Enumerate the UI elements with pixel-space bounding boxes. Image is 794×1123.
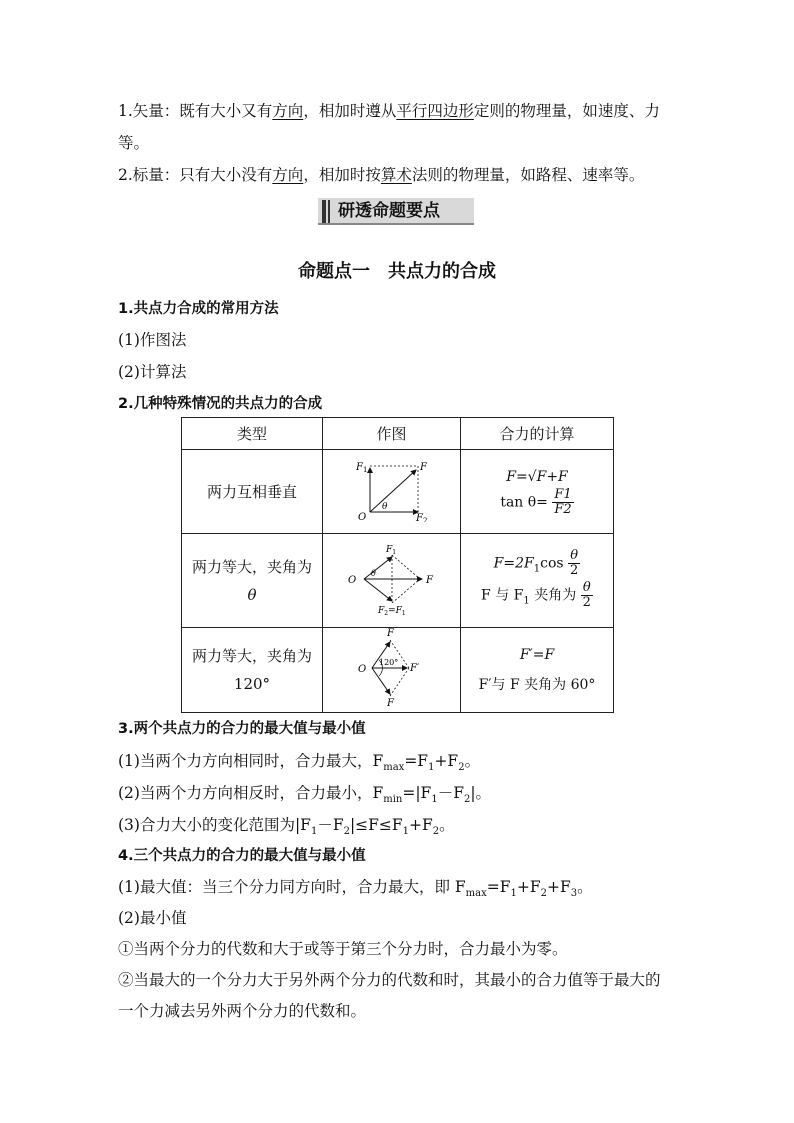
theta-label: θ: [381, 501, 387, 512]
vector-definition-cont: 等。: [118, 134, 150, 152]
row2-type: 两力等大，夹角为 θ: [182, 534, 323, 628]
vector-text-a: 1.矢量：既有大小又有: [118, 102, 273, 120]
table-row: [182, 450, 614, 534]
f2-label: F: [415, 512, 423, 522]
table-row: [182, 628, 614, 713]
row1-formula-2: tan θ= $\frac{F1}{F2}$: [500, 487, 572, 517]
f-label: F: [419, 461, 427, 473]
svg-text:F1: $F_1$: [355, 461, 367, 474]
row3-figure: [323, 628, 461, 713]
scalar-definition: [118, 164, 644, 186]
f-top-label: F: [386, 628, 394, 639]
row2-figure: [323, 534, 461, 628]
f1-label: F: [385, 544, 392, 555]
svg-text:F2=F1: $F_2=F_1$: [377, 605, 406, 617]
vector-text-b: ，相加时遵从: [303, 102, 397, 120]
row3-formula-2: F′与 F 夹角为 60°: [478, 677, 596, 693]
row3-calculation: [461, 628, 614, 713]
resultant-vector: [370, 470, 416, 512]
three-forces-circle-2a: ②当最大的一个分力大于另外两个分力的代数和时，其最小的合力值等于最大的: [118, 971, 661, 989]
theta-label: θ: [370, 568, 376, 578]
f1-vector: [364, 557, 392, 579]
row2-calculation: [461, 534, 614, 628]
row1-fraction: $\frac{F1}{F2}$: [554, 487, 572, 517]
two-forces-heading: 3.两个共点力的合力的最大值与最小值: [118, 721, 366, 737]
f-bottom-vector: [372, 668, 390, 694]
special-heading: 2.几种特殊情况的共点力的合成: [118, 396, 323, 412]
scalar-text-a: 2.标量：只有大小没有: [118, 166, 273, 184]
origin-label: O: [347, 574, 356, 586]
row1-formula-1: F=√F+F: [506, 469, 568, 485]
row3-type: 两力等大，夹角为 120°: [182, 628, 323, 713]
two-forces-item-2: (2)当两个力方向相反时，合力最小，$F_{min}=|F_1-F_2|$。: [118, 784, 492, 806]
row1-figure: [323, 450, 461, 534]
vector-text-c: 定则的物理量，如速度、力: [473, 102, 660, 120]
section-title: 命题点一 共点力的合成: [298, 261, 496, 282]
equal-forces-120-diagram: [352, 628, 432, 708]
methods-heading: 1.共点力合成的常用方法: [118, 301, 279, 317]
origin-label: O: [357, 511, 366, 522]
angle-label: 120°: [378, 658, 398, 667]
banner-bar-thin-icon: [328, 200, 330, 223]
svg-text:F1: $F_1$: [385, 544, 396, 556]
header-figure: 作图: [323, 418, 461, 450]
vector-direction: 方向: [272, 102, 304, 120]
origin-label: O: [357, 664, 366, 675]
three-forces-item-1: (1)最大值：当三个分力同方向时，合力最大，即 $F_{max}=F_1+F_2+F_3$。: [118, 878, 593, 900]
header-calculation: 合力的计算: [461, 418, 614, 450]
f-bottom-label: F: [386, 698, 394, 708]
svg-text:F2: $F_2$: [415, 512, 427, 522]
two-forces-item-3: (3)合力大小的变化范围为$|F_1-F_2|\le F\le F_1+F_2$。: [118, 816, 455, 838]
three-forces-item-2: (2)最小值: [118, 909, 187, 927]
equal-forces-theta-diagram: [344, 541, 440, 617]
row2-formula-1: $F=2F_1\cos$ $\frac{\theta}{2}$: [493, 548, 579, 579]
header-type: 类型: [182, 418, 323, 450]
vector-rule: 平行四边形: [396, 102, 474, 120]
banner-text: 研透命题要点: [338, 201, 440, 221]
three-forces-circle-1: ①当两个分力的代数和大于或等于第三个分力时，合力最小为零。: [118, 940, 568, 958]
vector-definition: [118, 100, 660, 122]
row2-formula-2: F 与 $F_1$ 夹角为 $\frac{\theta}{2}$: [481, 579, 591, 610]
f1-label: F: [355, 461, 363, 473]
f-prime-label: F′: [409, 663, 419, 674]
method-item-2: (2)计算法: [118, 363, 187, 381]
special-cases-table: [181, 417, 614, 713]
scalar-rule: 算术: [380, 166, 412, 184]
f-label: F: [425, 574, 433, 586]
banner-bar-icon: [322, 200, 326, 223]
row3-formula-1: F′=F: [519, 647, 555, 663]
table-row: [182, 534, 614, 628]
scalar-text-c: 法则的物理量，如路程、速率等。: [411, 166, 645, 184]
three-forces-heading: 4.三个共点力的合力的最大值与最小值: [118, 848, 366, 864]
three-forces-circle-2b: 一个力减去另外两个分力的代数和。: [118, 1002, 367, 1020]
row1-type: 两力互相垂直: [182, 450, 323, 534]
method-item-1: (1)作图法: [118, 331, 187, 349]
table-header-row: [182, 418, 614, 450]
f2-vector: [364, 579, 392, 601]
two-forces-item-1: (1)当两个力方向相同时，合力最大，$F_{max}=F_1+F_2$。: [118, 752, 481, 774]
row1-calculation: [461, 450, 614, 534]
f2-label: F: [377, 605, 384, 616]
scalar-text-b: ，相加时按: [303, 166, 381, 184]
section-banner: [318, 198, 474, 225]
scalar-direction: 方向: [272, 166, 304, 184]
perpendicular-forces-diagram: [352, 458, 432, 522]
